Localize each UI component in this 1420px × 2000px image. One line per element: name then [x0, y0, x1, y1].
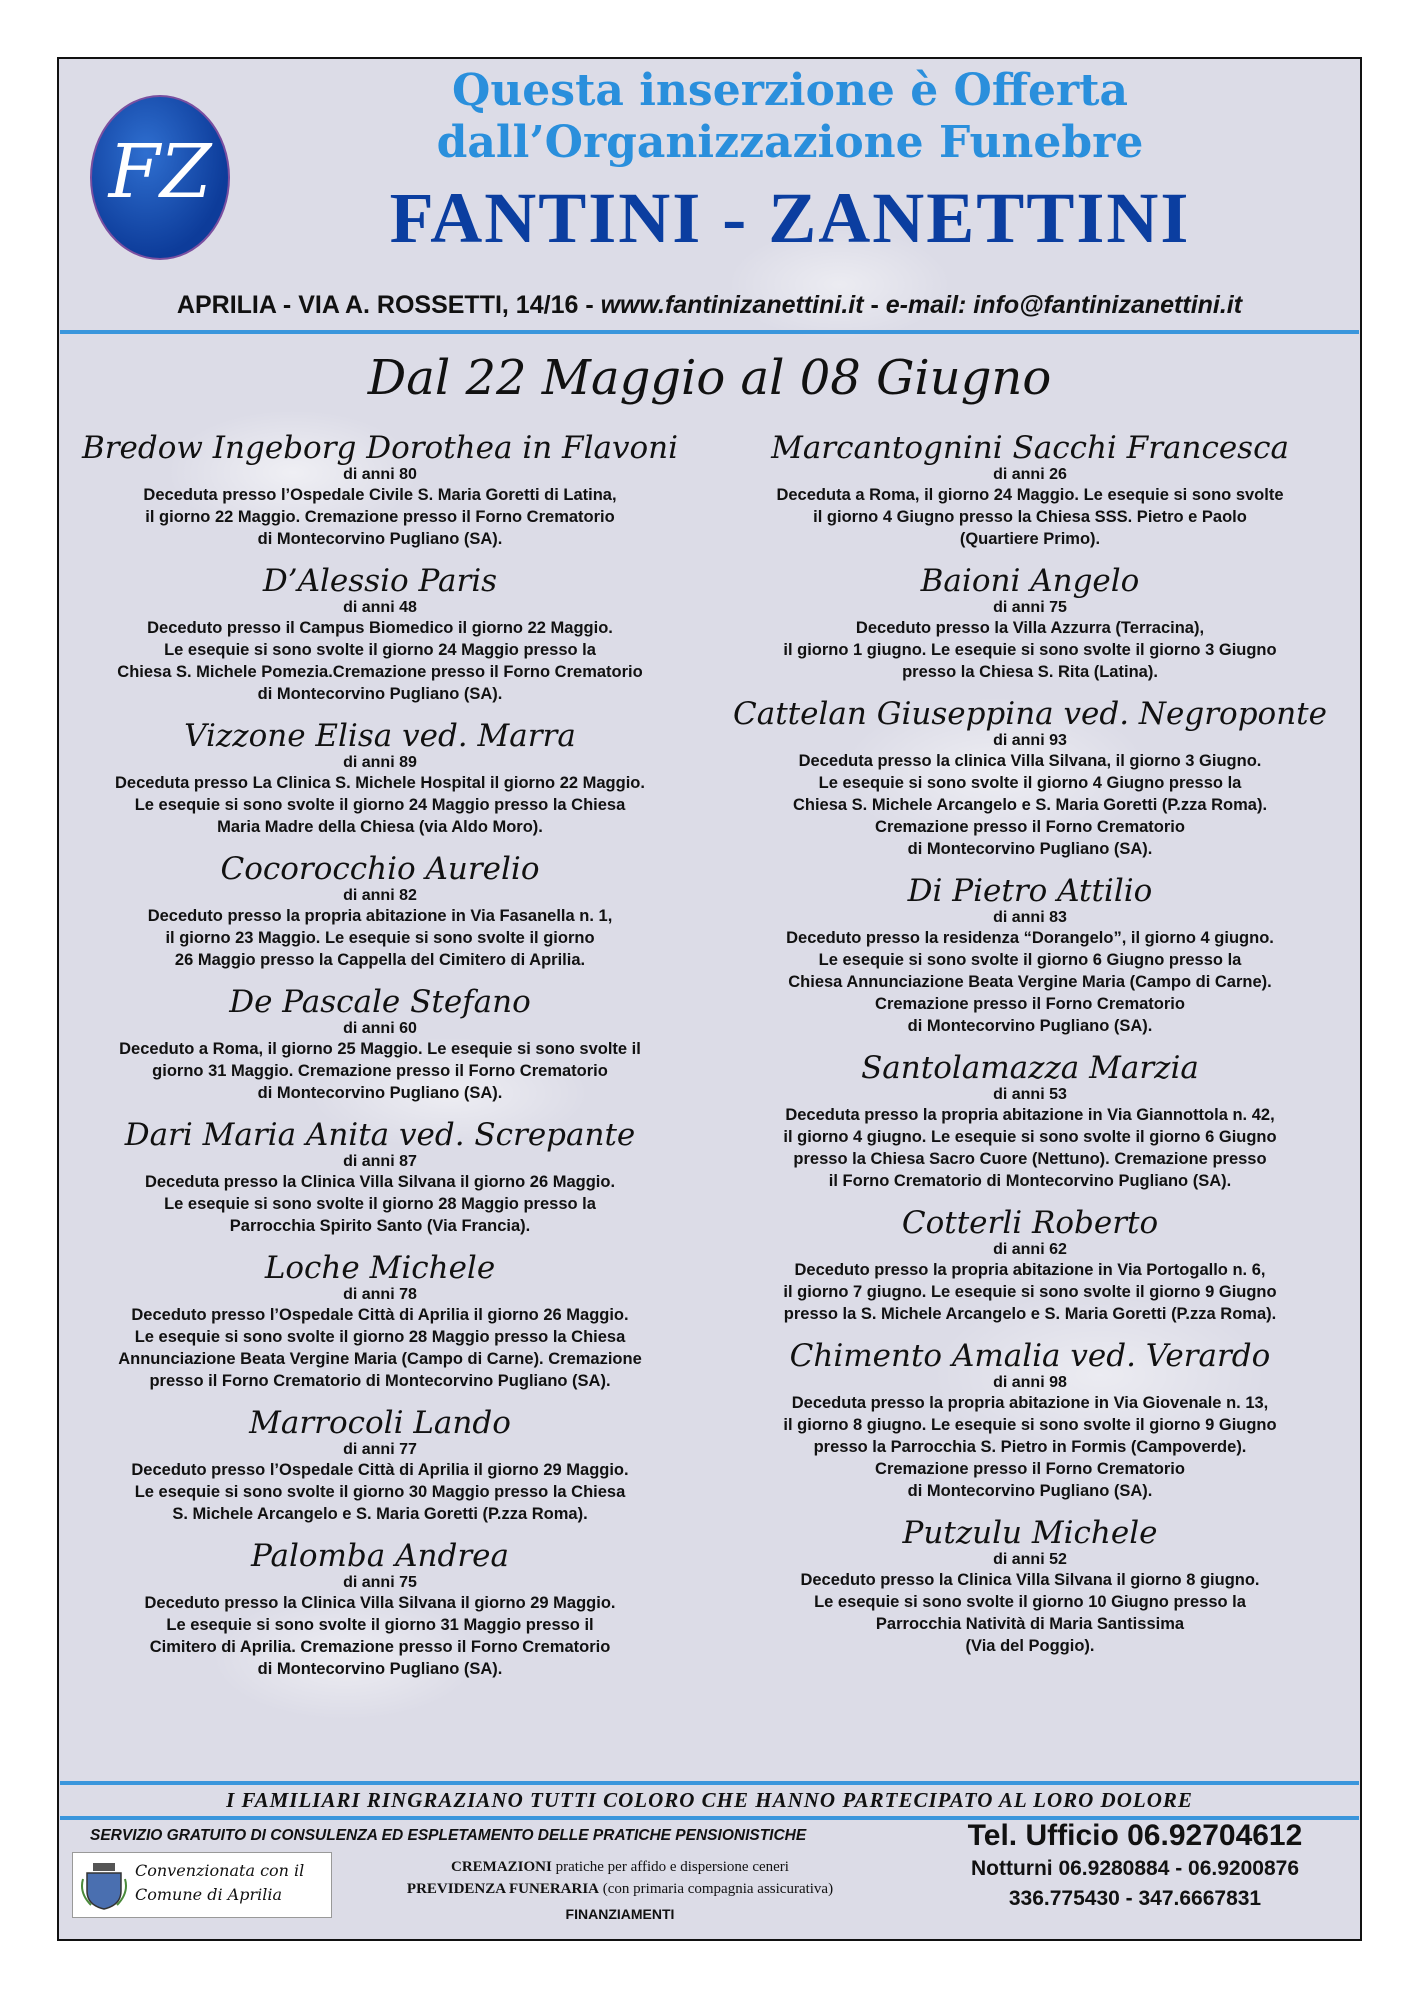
- website-link[interactable]: www.fantinizanettini.it: [600, 291, 864, 319]
- obituary-entry: [710, 1338, 1350, 1502]
- obituary-entry: [710, 1515, 1350, 1657]
- obituary-entry: [60, 1117, 700, 1237]
- obituary-entry: [60, 1405, 700, 1525]
- header-offer-line: Questa inserzione è Offerta: [451, 65, 1128, 116]
- obituary-entry: [710, 696, 1350, 860]
- cremation-line: CREMAZIONI pratiche per affido e dispersione ceneri: [451, 1859, 789, 1875]
- obituary-entry: [60, 563, 700, 705]
- badge-text: [135, 1859, 327, 1907]
- header-divider: [60, 330, 1359, 334]
- deceased-age: di anni 75: [343, 1574, 417, 1591]
- address-separator: -: [863, 291, 886, 319]
- deceased-age: di anni 87: [343, 1153, 417, 1170]
- footer-divider: [60, 1781, 1359, 1785]
- brand-title: FANTINI - ZANETTINI: [389, 178, 1191, 258]
- obituary-text: Deceduta presso la clinica Villa Silvana, il giorno 3 Giugno. Le esequie si sono svolte il giorno 4 Giugno presso la Chiesa S. Michele Arcangelo e S. Maria Goretti (P.zza Roma). Cremazione presso il Forno Crematorio di Montecorvino Pugliano (SA).: [792, 752, 1268, 858]
- obituary-text: Deceduto a Roma, il giorno 25 Maggio. Le esequie si sono svolte il giorno 31 Maggio. Cremazione presso il Forno Crematorio di Montecorvino Pugliano (SA).: [119, 1040, 641, 1102]
- header-organization-line: dall’Organizzazione Funebre: [436, 117, 1144, 168]
- mobile-phones[interactable]: 336.775430 - 347.6667831: [1008, 1887, 1262, 1910]
- deceased-age: di anni 93: [993, 732, 1067, 749]
- obituary-text: Deceduto presso la propria abitazione in Via Fasanella n. 1, il giorno 23 Maggio. Le esequie si sono svolte il giorno 26 Maggio presso la Cappella del Cimitero di Aprilia.: [147, 907, 613, 969]
- deceased-name: Marrocoli Lando: [249, 1405, 511, 1441]
- deceased-name: Marcantognini Sacchi Francesca: [771, 430, 1289, 466]
- office-phone[interactable]: Tel. Ufficio 06.92704612: [967, 1819, 1303, 1852]
- right-column: [710, 430, 1350, 1657]
- obituary-entry: [60, 718, 700, 838]
- deceased-name: Dari Maria Anita ved. Screpante: [124, 1117, 636, 1153]
- address-line: [57, 290, 1362, 320]
- obituary-text: Deceduto presso l’Ospedale Città di Aprilia il giorno 29 Maggio. Le esequie si sono svolte il giorno 30 Maggio presso la Chiesa S. Michele Arcangelo e S. Maria Goretti (P.zza Roma).: [131, 1461, 629, 1523]
- deceased-age: di anni 60: [343, 1020, 417, 1037]
- obituary-entry: [60, 430, 700, 550]
- obituary-text: Deceduta presso l’Ospedale Civile S. Maria Goretti di Latina, il giorno 22 Maggio. Cremazione presso il Forno Crematorio di Montecorvino Pugliano (SA).: [143, 486, 617, 548]
- deceased-age: di anni 75: [993, 599, 1067, 616]
- obituary-entry: [60, 851, 700, 971]
- deceased-age: di anni 80: [343, 466, 417, 483]
- deceased-age: di anni 53: [993, 1086, 1067, 1103]
- obituary-text: Deceduta presso la propria abitazione in Via Giovenale n. 13, il giorno 8 giugno. Le esequie si sono svolte il giorno 9 Giugno presso la Parrocchia S. Pietro in Formis (Campoverde). Cremazione presso il Forno Crematorio di Montecorvino Pugliano (SA).: [783, 1394, 1277, 1500]
- deceased-age: di anni 26: [993, 466, 1067, 483]
- service-line: SERVIZIO GRATUITO DI CONSULENZA ED ESPLETAMENTO DELLE PRATICHE PENSIONISTICHE: [90, 1827, 807, 1844]
- deceased-age: di anni 89: [343, 754, 417, 771]
- deceased-name: Loche Michele: [264, 1250, 496, 1286]
- fz-monogram-icon: [92, 97, 228, 258]
- financing-label: FINANZIAMENTI: [565, 1906, 675, 1922]
- previdenza-line: PREVIDENZA FUNERARIA (con primaria compagnia assicurativa): [406, 1881, 834, 1897]
- deceased-age: di anni 77: [343, 1441, 417, 1458]
- deceased-name: D’Alessio Paris: [262, 563, 498, 599]
- coat-of-arms-icon: [79, 1859, 129, 1911]
- deceased-name: De Pascale Stefano: [229, 984, 531, 1020]
- deceased-name: Palomba Andrea: [251, 1538, 509, 1574]
- left-column: [60, 430, 700, 1680]
- obituary-entry: [710, 563, 1350, 683]
- obituary-text: Deceduto presso il Campus Biomedico il giorno 22 Maggio. Le esequie si sono svolte il giorno 24 Maggio presso la Chiesa S. Michele Pomezia.Cremazione presso il Forno Crematorio di Montecorvino Pugliano (SA).: [117, 619, 643, 703]
- obituary-entry: [60, 1538, 700, 1680]
- email-link[interactable]: e-mail: info@fantinizanettini.it: [885, 291, 1243, 319]
- deceased-age: di anni 82: [343, 887, 417, 904]
- deceased-age: di anni 83: [993, 909, 1067, 926]
- obituary-text: Deceduta presso la Clinica Villa Silvana il giorno 26 Maggio. Le esequie si sono svolte il giorno 28 Maggio presso la Parrocchia Spirito Santo (Via Francia).: [144, 1173, 616, 1235]
- deceased-name: Putzulu Michele: [902, 1515, 1158, 1551]
- obituary-text: Deceduto presso l’Ospedale Città di Aprilia il giorno 26 Maggio. Le esequie si sono svolte il giorno 28 Maggio presso la Chiesa Annunciazione Beata Vergine Maria (Campo di Carne). Cremazione presso il Forno Crematorio di Montecorvino Pugliano (SA).: [118, 1306, 642, 1390]
- obituary-entry: [710, 873, 1350, 1037]
- period-title: Dal 22 Maggio al 08 Giugno: [367, 350, 1052, 406]
- obituary-entry: [710, 1205, 1350, 1325]
- deceased-age: di anni 78: [343, 1286, 417, 1303]
- obituary-text: Deceduta presso La Clinica S. Michele Hospital il giorno 22 Maggio. Le esequie si sono svolte il giorno 24 Maggio presso la Chiesa Maria Madre della Chiesa (via Aldo Moro).: [115, 774, 645, 836]
- deceased-age: di anni 48: [343, 599, 417, 616]
- deceased-name: Baioni Angelo: [920, 563, 1140, 599]
- thanks-line: I FAMILIARI RINGRAZIANO TUTTI COLORO CHE HANNO PARTECIPATO AL LORO DOLORE: [226, 1788, 1193, 1812]
- deceased-age: di anni 98: [993, 1374, 1067, 1391]
- badge-line-1: Convenzionata con il: [135, 1861, 305, 1880]
- obituary-text: Deceduto presso la Clinica Villa Silvana il giorno 8 giugno. Le esequie si sono svolte il giorno 10 Giugno presso la Parrocchia Natività di Maria Santissima (Via del Poggio).: [800, 1571, 1260, 1655]
- fz-logo: [90, 95, 230, 260]
- deceased-name: Santolamazza Marzia: [861, 1050, 1199, 1086]
- contact-block: [915, 1818, 1355, 1914]
- badge-line-2: Comune di Aprilia: [135, 1885, 282, 1904]
- obituary-text: Deceduto presso la residenza “Dorangelo”, il giorno 4 giugno. Le esequie si sono svolte il giorno 6 Giugno presso la Chiesa Annunciazione Beata Vergine Maria (Campo di Carne). Cremazione presso il Forno Crematorio di Montecorvino Pugliano (SA).: [786, 929, 1274, 1035]
- deceased-age: di anni 52: [993, 1551, 1067, 1568]
- municipality-badge: [72, 1852, 332, 1918]
- deceased-name: Di Pietro Attilio: [907, 873, 1153, 909]
- obituary-text: Deceduto presso la Clinica Villa Silvana il giorno 29 Maggio. Le esequie si sono svolte il giorno 31 Maggio presso il Cimitero di Aprilia. Cremazione presso il Forno Crematorio di Montecorvino Pugliano (SA).: [144, 1594, 616, 1678]
- deceased-name: Cotterli Roberto: [901, 1205, 1159, 1241]
- deceased-name: Cocorocchio Aurelio: [220, 851, 540, 887]
- deceased-name: Bredow Ingeborg Dorothea in Flavoni: [81, 430, 679, 466]
- obituary-entry: [710, 1050, 1350, 1192]
- obituary-text: Deceduto presso la propria abitazione in Via Portogallo n. 6, il giorno 7 giugno. Le esequie si sono svolte il giorno 9 Giugno presso la S. Michele Arcangelo e S. Maria Goretti (P.zza Roma).: [783, 1261, 1277, 1323]
- deceased-name: Chimento Amalia ved. Verardo: [789, 1338, 1271, 1374]
- deceased-age: di anni 62: [993, 1241, 1067, 1258]
- obituary-entry: [60, 1250, 700, 1392]
- obituary-text: Deceduto presso la Villa Azzurra (Terracina), il giorno 1 giugno. Le esequie si sono svolte il giorno 3 Giugno presso la Chiesa S. Rita (Latina).: [783, 619, 1277, 681]
- cremation-info: [330, 1856, 910, 1900]
- deceased-name: Vizzone Elisa ved. Marra: [184, 718, 576, 754]
- obituary-entry: [60, 984, 700, 1104]
- obituary-text: Deceduta a Roma, il giorno 24 Maggio. Le esequie si sono svolte il giorno 4 Giugno presso la Chiesa SSS. Pietro e Paolo (Quartiere Primo).: [776, 486, 1284, 548]
- address-text: APRILIA - VIA A. ROSSETTI, 14/16 -: [176, 291, 601, 319]
- obituary-text: Deceduta presso la propria abitazione in Via Giannottola n. 42, il giorno 4 giugno. Le esequie si sono svolte il giorno 6 Giugno presso la Chiesa Sacro Cuore (Nettuno). Cremazione presso il Forno Crematorio di Montecorvino Pugliano (SA).: [783, 1106, 1277, 1190]
- logo-monogram: FZ: [108, 129, 212, 215]
- obituary-entry: [710, 430, 1350, 550]
- night-phones[interactable]: Notturni 06.9280884 - 06.9200876: [970, 1857, 1300, 1880]
- deceased-name: Cattelan Giuseppina ved. Negroponte: [733, 696, 1327, 732]
